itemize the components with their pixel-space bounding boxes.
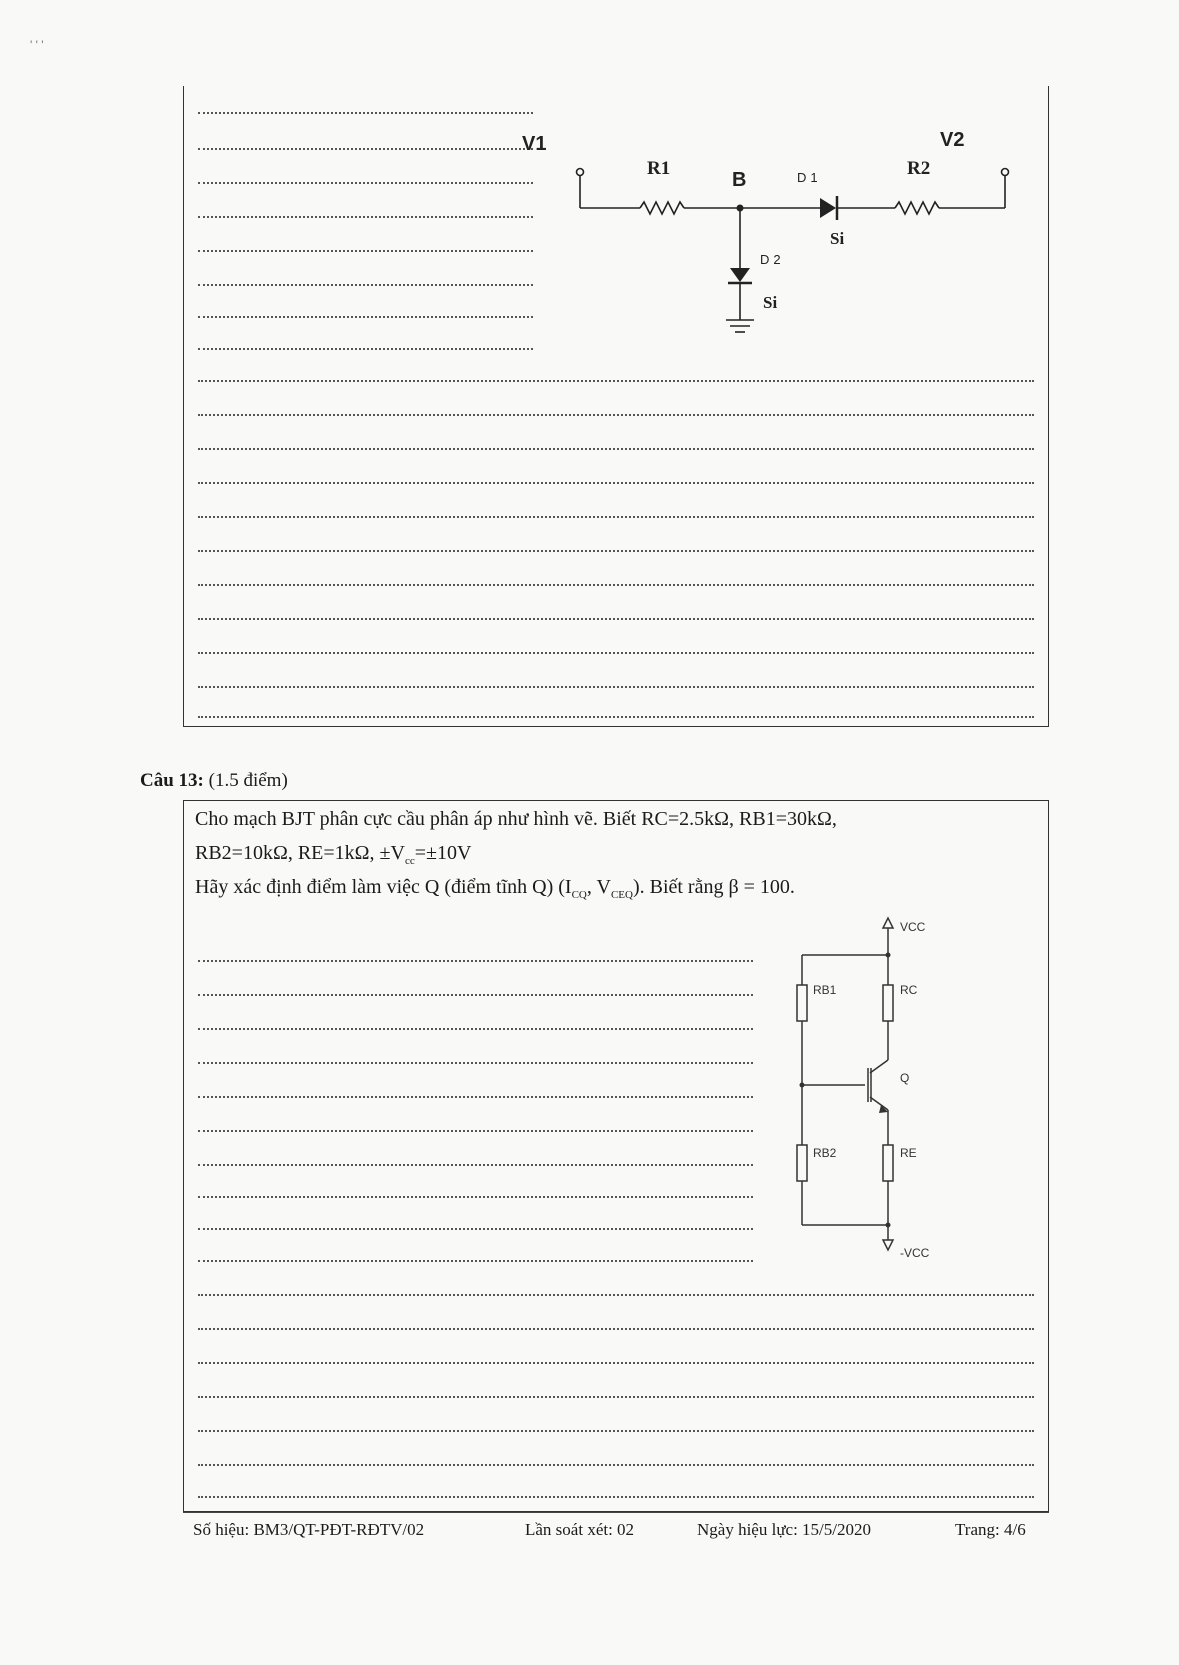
- q-sub: cc: [404, 855, 415, 867]
- answer-line: [198, 716, 1034, 718]
- q-sub: CQ: [571, 889, 587, 901]
- label-d1: D1: [797, 170, 822, 185]
- label-d2-type: Si: [763, 293, 778, 312]
- node-b-dot: [737, 205, 744, 212]
- answer-line: [198, 112, 533, 114]
- answer-line: [198, 584, 1034, 586]
- label-v2: V2: [940, 129, 965, 151]
- question-heading: [140, 770, 288, 792]
- label-r2: R2: [907, 158, 931, 179]
- footer-doc-code: Số hiệu: BM3/QT-PĐT-RĐTV/02: [193, 1520, 425, 1539]
- diode-d2-icon: [730, 268, 750, 282]
- q-text: , V: [586, 876, 611, 898]
- bjt-circuit: [780, 910, 960, 1265]
- answer-line: [198, 216, 533, 218]
- question-text-line2: [195, 842, 471, 867]
- answer-line: [198, 1130, 753, 1132]
- answer-line: [198, 1096, 753, 1098]
- q-sub: CEQ: [610, 889, 633, 901]
- answer-line: [198, 1228, 753, 1230]
- answer-line: [198, 652, 1034, 654]
- answer-line: [198, 1362, 1034, 1364]
- footer-effective-date: Ngày hiệu lực: 15/5/2020: [697, 1520, 871, 1539]
- label-node-b: B: [732, 169, 747, 191]
- question-label: Câu 13:: [140, 770, 204, 791]
- label-neg-vcc: -VCC: [900, 1246, 930, 1260]
- footer-page: Trang: 4/6: [955, 1520, 1026, 1539]
- answer-line: [198, 182, 533, 184]
- answer-line: [198, 1328, 1034, 1330]
- vcc-arrow-icon: [883, 918, 893, 928]
- q-text: =±10V: [414, 842, 472, 864]
- footer-revision: Lần soát xét: 02: [525, 1520, 635, 1539]
- label-d2: D2: [760, 252, 785, 267]
- answer-line: [198, 1294, 1034, 1296]
- answer-line: [198, 1396, 1034, 1398]
- answer-line: [198, 148, 533, 150]
- label-rc: RC: [900, 983, 918, 997]
- label-vcc: VCC: [900, 920, 926, 934]
- answer-line: [198, 960, 753, 962]
- scan-marks: ' ' ': [30, 38, 44, 52]
- answer-line: [198, 316, 533, 318]
- answer-line: [198, 1196, 753, 1198]
- answer-line: [198, 618, 1034, 620]
- footer-rule: [183, 1512, 1049, 1513]
- label-q: Q: [900, 1071, 910, 1085]
- diode-circuit: [522, 129, 1040, 360]
- answer-line: [198, 994, 753, 996]
- question-text-line1: Cho mạch BJT phân cực cầu phân áp như hình vẽ. Biết RC=2.5kΩ, RB1=30kΩ,: [195, 808, 837, 830]
- answer-line: [198, 516, 1034, 518]
- answer-line: [198, 686, 1034, 688]
- label-r1: R1: [647, 158, 671, 179]
- answer-line: [198, 1260, 753, 1262]
- q-text: RB2=10kΩ, RE=1kΩ, ±V: [195, 842, 405, 864]
- label-rb1: RB1: [813, 983, 837, 997]
- label-v1: V1: [522, 133, 547, 155]
- answer-line: [198, 380, 1034, 382]
- q-text: ). Biết rằng β = 100.: [632, 876, 795, 898]
- diode-d1-icon: [820, 198, 836, 218]
- answer-line: [198, 1430, 1034, 1432]
- answer-line: [198, 1028, 753, 1030]
- answer-line: [198, 414, 1034, 416]
- answer-line: [198, 1164, 753, 1166]
- question-points: (1.5 điểm): [208, 770, 288, 791]
- answer-line: [198, 284, 533, 286]
- label-re: RE: [900, 1146, 917, 1160]
- q-text: Hãy xác định điểm làm việc Q (điểm tĩnh Q) (I: [195, 876, 572, 898]
- answer-line: [198, 250, 533, 252]
- neg-vcc-arrow-icon: [883, 1240, 893, 1250]
- answer-line: [198, 482, 1034, 484]
- answer-line: [198, 1496, 1034, 1498]
- answer-line: [198, 1464, 1034, 1466]
- answer-line: [198, 448, 1034, 450]
- label-rb2: RB2: [813, 1146, 837, 1160]
- answer-line: [198, 1062, 753, 1064]
- label-d1-type: Si: [830, 229, 845, 248]
- answer-line: [198, 348, 533, 350]
- question-text-line3: [195, 876, 795, 901]
- answer-line: [198, 550, 1034, 552]
